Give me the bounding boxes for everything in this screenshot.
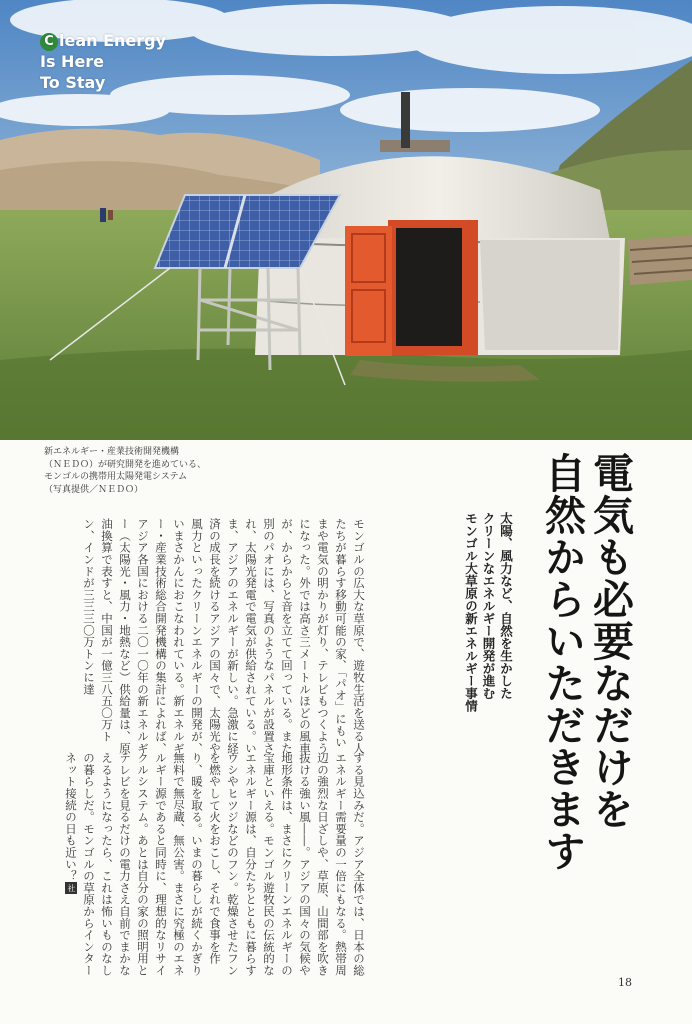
logo-c-badge: C [40, 33, 58, 51]
article-headline: 電気も必要なだけを 自然からいただきます [538, 452, 634, 872]
clean-energy-logo [40, 30, 166, 93]
logo-line-3: To Stay [40, 73, 106, 92]
caption-line-4: （写真提供／ＮＥＤＯ） [44, 484, 144, 495]
caption-line-2: （ＮＥＤＯ）が研究開発を進めている、 [44, 459, 207, 470]
logo-line-2: Is Here [40, 52, 105, 71]
logo-line-1 [40, 30, 166, 51]
article-body-upper: モンゴルの広大な草原で、遊牧生活を送る人たちが暮らす移動可能の家、「パオ」にもいまや電気の明かりが灯り、テレビもつくようになった。外では高さ三メートルほどの風車が、からからと音を立てて回っている。また別のパオには、写真のようなパネルが設置され、太陽光発電で電気が供給されている。いま、アジアのエネルギーが新しい。急激に経済の成長を続けるアジアの国々で、太陽光や風力といったクリーンエネルギーの開発が、いまさかんにおこなわれている。新エネルギー・産業技術総合開発機構の集計によれば、アジア各国における二〇一〇年の新エネルギー（太陽光・風力・地熱など）供給量は、原油換算で表すと、中国が一億三八五〇万トン、インドが三三三〇万トンに達 [82, 518, 366, 754]
end-mark-icon: 社 [67, 883, 76, 892]
article-body-lower [44, 752, 368, 982]
caption-line-3: モンゴルの携帯用太陽発電システム [44, 472, 188, 482]
photo-caption [44, 446, 234, 496]
logo-line-1-text: lean Energy [59, 31, 167, 50]
caption-line-1: 新エネルギー・産業技術開発機構 [44, 447, 180, 457]
page-number: 18 [618, 976, 632, 989]
article-body-lower-text: する見込みだ。アジア全体では、日本の総エネルギー需要量の一倍にもなる。熱帯周辺の強烈な日ざしや、草原、山間部を吹き抜ける強い風――。アジアの国々の気候や地形条件は、まさにクリーンエネルギーの宝庫といえる。モンゴル遊牧民の伝統的なエネルギー源は、自分たちとともに暮らすウシやヒツジなどのフン。乾燥させたフンを燃やして火をおこし、それで食事を作り、暖を取る。いまの暮らしが続くかぎり無料で無尽蔵、無公害。まさに究極のエネルギー源であると同時に、理想的なリサイクルシステム。あとは自分の家の照明用とテレビを見るだけの電力さえ自前でまかなえるようになったら、これは怖いものなしの暮らしだ。モンゴルの草原からインターネット接続の日も近い？ [64, 752, 366, 977]
article-subhead: 太陽、風力など、自然を生かした クリーンなエネルギー開発が進む モンゴル大草原の新エネルギー事情 [463, 512, 514, 712]
